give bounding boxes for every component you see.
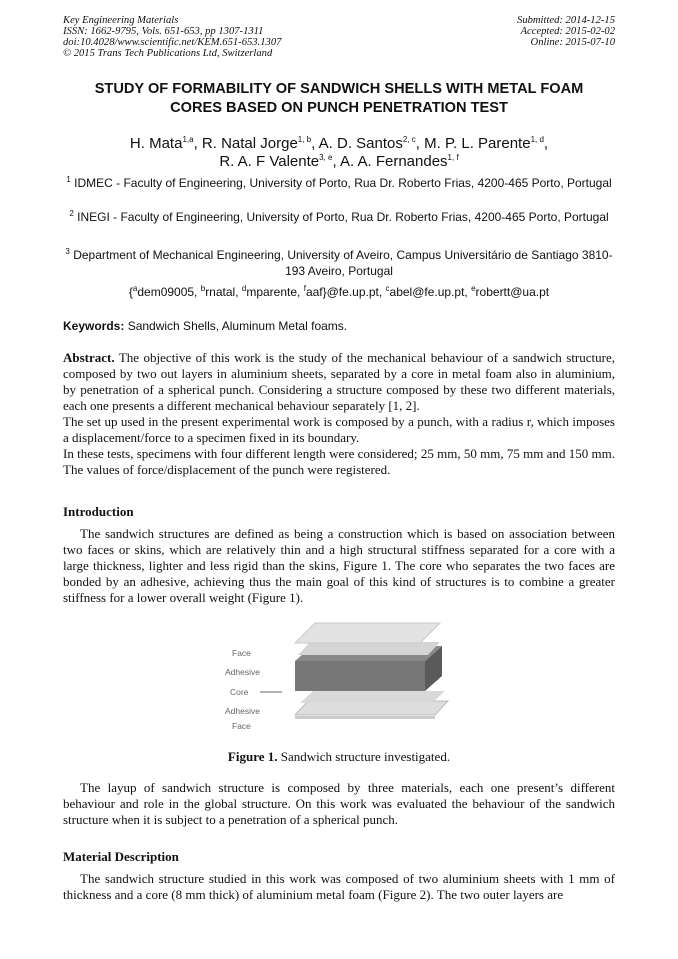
keywords-text: Sandwich Shells, Aluminum Metal foams. [124, 319, 348, 333]
figure-caption [63, 749, 615, 765]
paper-title: STUDY OF FORMABILITY OF SANDWICH SHELLS WITH METAL FOAM CORES BASED ON PUNCH PENETRATION TEST [94, 81, 584, 116]
accepted-date: Accepted: 2015-02-02 [520, 26, 615, 37]
dates-info [517, 15, 615, 48]
aff-sup: 3 [65, 247, 70, 256]
abstract-p2: The set up used in the present experimental work is composed by a punch, with a radius r, which imposes a displacement/force to a specimen fixed in its boundary. [63, 414, 615, 445]
author: M. P. L. Parente [424, 135, 531, 152]
introduction [63, 504, 615, 606]
label-face-top: Face [232, 648, 251, 658]
abstract-label: Abstract. [63, 350, 115, 365]
e-sup: e [471, 284, 476, 293]
author: A. A. Fernandes [339, 153, 448, 170]
brace: { [128, 285, 133, 299]
e-sup: c [385, 284, 390, 293]
e-sup: b [200, 284, 206, 293]
section-heading: Material Description [63, 849, 179, 864]
author-sup: 1, f [447, 153, 459, 162]
issn: ISSN: 1662-9795, Vols. 651-653, pp 1307-1311 [63, 26, 264, 37]
aff-text: Department of Mechanical Engineering, University of Aveiro, Campus Universitário de Santiago 3810-193 Aveiro, Portugal [73, 248, 613, 278]
email: dem09005, [137, 285, 201, 299]
label-face-bottom: Face [232, 721, 251, 731]
abstract-p1: The objective of this work is the study of the mechanical behaviour of a sandwich structure, composed by two out layers in aluminium sheets, separated by a core in metal foam also in aluminium, by penetration of a spherical punch. Considering a structure composed by these two different materials, each one presents a different mechanical behaviour separately [1, 2]. [63, 350, 615, 413]
e-sup: f [303, 284, 306, 293]
sandwich-diagram [220, 618, 460, 736]
email: abel@fe.up.pt, [389, 285, 472, 299]
author: A. D. Santos [318, 135, 403, 152]
author-list: H. Mata$^{1,a}$, R. Natal Jorge$^{1, b}$, A. D. Santos$^{2, c}$, M. P. L. Parente$^{1, d}$, R. A. F Valente$^{3, e}$, A. A. Fernandes$^{1, f}$ [129, 135, 549, 170]
aff-sup: 2 [69, 209, 74, 218]
email: rnatal, [205, 285, 242, 299]
email: robertt@ua.pt [475, 285, 550, 299]
email: mparente, [246, 285, 304, 299]
author-sup: 1, d [530, 135, 544, 144]
abstract [63, 350, 615, 478]
aff-text: INEGI - Faculty of Engineering, University of Porto, Rua Dr. Roberto Frias, 4200-465 Porto, Portugal [77, 210, 609, 224]
submitted-date: Submitted: 2014-12-15 [517, 15, 615, 26]
intro-p2-block [63, 780, 615, 828]
e-sup: d [241, 284, 247, 293]
material-description [63, 849, 615, 903]
affiliation-3 [63, 248, 615, 279]
e-sup: a [132, 284, 138, 293]
author: H. Mata [129, 135, 183, 152]
label-adhesive-bottom: Adhesive [225, 706, 260, 716]
affiliation-1 [63, 176, 615, 192]
caption-label: Figure 1. [227, 749, 278, 764]
journal-info [63, 15, 281, 59]
aff-text: IDMEC - Faculty of Engineering, University of Porto, Rua Dr. Roberto Frias, 4200-465 Porto, Portugal [74, 176, 612, 190]
journal-name: Key Engineering Materials [63, 15, 179, 26]
intro-p2: The layup of sandwich structure is composed by three materials, each one present’s different behaviour and role in the global structure. On this work was evaluated the behaviour of the sandwich structure when it is subject to a penetration of a spherical punch. [63, 780, 615, 827]
abstract-p3: In these tests, specimens with four different length were considered; 25 mm, 50 mm, 75 mm and 150 mm. The values of force/displacement of the punch were registered. [63, 446, 615, 477]
doi: doi:10.4028/www.scientific.net/KEM.651-653.1307 [63, 37, 282, 48]
section-heading: Introduction [63, 504, 134, 519]
email: aaf}@fe.up.pt, [305, 285, 386, 299]
author-sup: 1,a [182, 135, 194, 144]
material-p1: The sandwich structure studied in this work was composed of two aluminium sheets with 1 mm of thickness and a core (8 mm thick) of aluminium metal foam (Figure 2). The two outer layers are [63, 871, 615, 902]
aff-sup: 1 [66, 175, 71, 184]
intro-p1: The sandwich structures are defined as being a construction which is based on association between two faces or skins, which are relatively thin and a high structural stiffness separated for a core with a large thickness, lighter and less rigid than the skins, Figure 1. The core who separates the two faces are bonded by an adhesive, achieving thus the main goal of this kind of structures is to combine a greater stiffness for a lower overall weight (Figure 1). [63, 526, 615, 605]
caption-text: Sandwich structure investigated. [277, 749, 451, 764]
author: R. Natal Jorge [201, 135, 298, 152]
author-sup: 2, c [402, 135, 416, 144]
label-core: Core [230, 687, 249, 697]
affiliation-2 [63, 210, 615, 226]
author-sup: 1, b [297, 135, 312, 144]
copyright: © 2015 Trans Tech Publications Ltd, Switzerland [63, 48, 273, 59]
author-sup: 3, e [319, 153, 333, 162]
label-adhesive-top: Adhesive [225, 667, 260, 677]
keywords [63, 319, 615, 333]
online-date: Online: 2015-07-10 [530, 37, 615, 48]
emails [63, 285, 615, 301]
author: R. A. F Valente [219, 153, 320, 170]
keywords-label: Keywords: [63, 319, 125, 333]
figure-1 [220, 618, 460, 736]
